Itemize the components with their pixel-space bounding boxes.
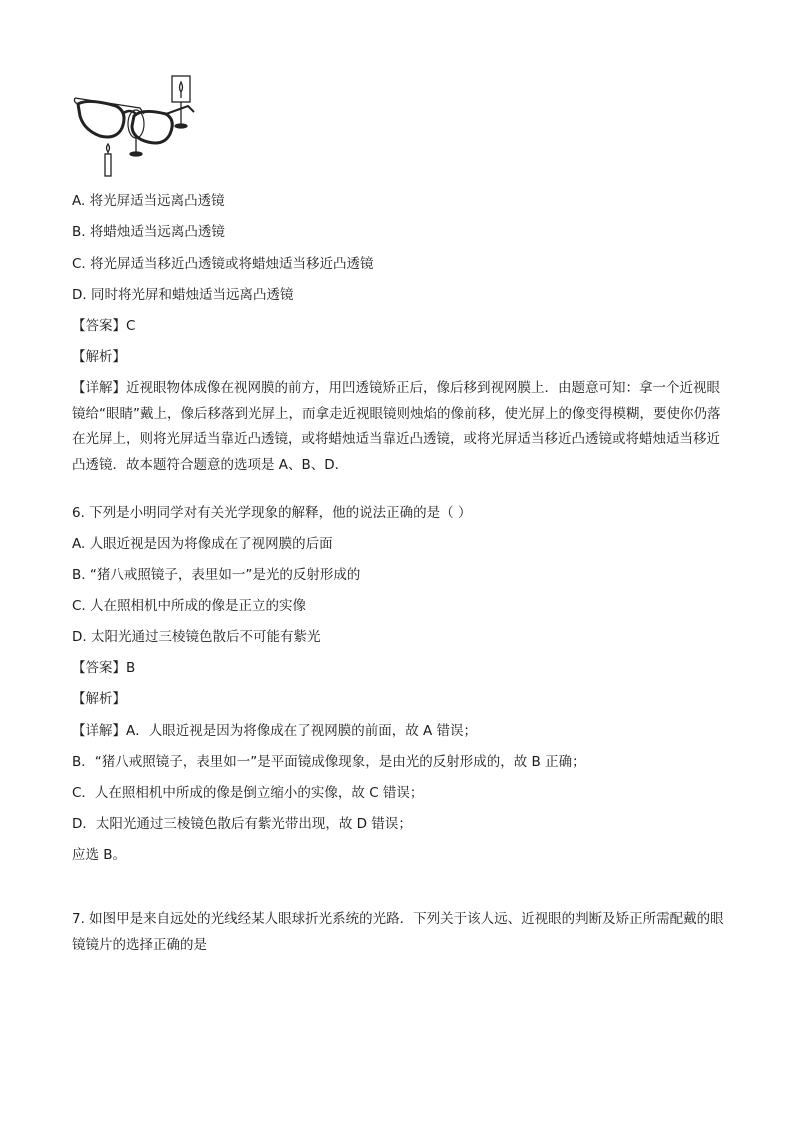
q5-detail: 【详解】近视眼物体成像在视网膜的前方，用凹透镜矫正后，像后移到视网膜上．由题意可知：拿一个近视眼镜给“眼睛”戴上，像后移落到光屏上，而拿走近视眼镜则烛焰的像前移，使光屏上的像变得模糊，要使你仍落在光屏上，则将光屏适当靠近凸透镜，或将蜡烛适当靠近凸透镜，或将光屏适当移近凸透镜或将蜡烛适当移近凸透镜．故本题符合题意的选项是 A、B、D． [72, 380, 721, 473]
q5-option-c: C. 将光屏适当移近凸透镜或将蜡烛适当移近凸透镜 [72, 256, 374, 272]
q6-question: 6. 下列是小明同学对有关光学现象的解释，他的说法正确的是（ ） [72, 505, 472, 521]
q5-answer: 【答案】C [72, 318, 136, 334]
q6-detail-line-1: 【详解】A．人眼近视是因为将像成在了视网膜的前面，故 A 错误； [72, 723, 478, 739]
q6-option-a: A. 人眼近视是因为将像成在了视网膜的后面 [72, 536, 333, 552]
q5-option-a: A. 将光屏适当远离凸透镜 [72, 193, 225, 209]
q6-option-d: D. 太阳光通过三棱镜色散后不可能有紫光 [72, 629, 321, 645]
q6-answer: 【答案】B [72, 660, 136, 676]
q6-detail-line-2: B．“猪八戒照镜子，表里如一”是平面镜成像现象，是由光的反射形成的，故 B 正确； [72, 754, 586, 770]
q5-option-d: D. 同时将光屏和蜡烛适当远离凸透镜 [72, 287, 294, 303]
q6-option-c: C. 人在照相机中所成的像是正立的实像 [72, 598, 307, 614]
q6-option-b: B. “猪八戒照镜子，表里如一”是光的反射形成的 [72, 567, 361, 583]
q6-detail-line-3: C．人在照相机中所成的像是倒立缩小的实像，故 C 错误； [72, 785, 424, 801]
glasses-candle-lens-figure [70, 68, 210, 180]
q5-analysis-label: 【解析】 [72, 349, 126, 365]
q6-analysis-label: 【解析】 [72, 691, 126, 707]
q7-question: 7. 如图甲是来自远处的光线经某人眼球折光系统的光路．下列关于该人远、近视眼的判断及矫正所需配戴的眼镜镜片的选择正确的是 [72, 911, 724, 953]
q6-detail-line-4: D．太阳光通过三棱镜色散后有紫光带出现，故 D 错误； [72, 816, 412, 832]
q6-detail-line-5: 应选 B。 [72, 847, 127, 863]
q5-option-b: B. 将蜡烛适当远离凸透镜 [72, 224, 225, 240]
